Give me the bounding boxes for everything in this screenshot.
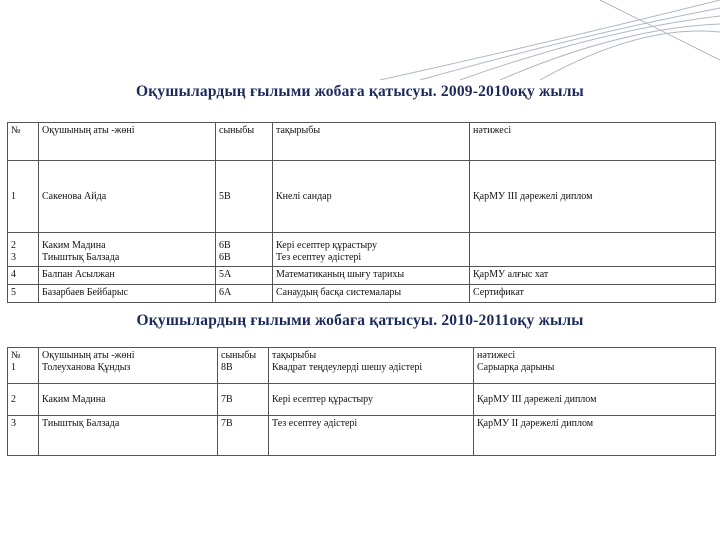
row-topic: Кнелі сандар bbox=[273, 161, 470, 233]
header-number: № bbox=[11, 350, 21, 361]
row-result: ҚарМУ алғыс хат bbox=[470, 267, 716, 285]
table-2009-2010 bbox=[7, 122, 716, 303]
row-result: ҚарМУ ІІ дәрежелі диплом bbox=[474, 416, 716, 456]
table-row bbox=[8, 384, 716, 416]
header-result: нәтижесі bbox=[477, 350, 516, 361]
header-topic: тақырыбы bbox=[272, 350, 317, 361]
row-student-name: Тиыштық Балзада bbox=[39, 416, 218, 456]
row-number: 3 bbox=[11, 252, 16, 263]
row-topic: Кері есептер құрастыру bbox=[276, 240, 378, 251]
decorative-lines bbox=[0, 0, 720, 80]
row-student-name-cell bbox=[39, 233, 216, 267]
row-class: 6А bbox=[216, 285, 273, 303]
row-number: 1 bbox=[8, 161, 39, 233]
row-topic: Тез есептеу әдістері bbox=[276, 252, 362, 263]
row-class: 6В bbox=[219, 252, 231, 263]
table2-title: Оқушылардың ғылыми жобаға қатысуы. 2010-2011оқу жылы bbox=[136, 312, 584, 329]
table-row-merged bbox=[8, 233, 716, 267]
header-student-name: Оқушының аты -жөні bbox=[42, 350, 135, 361]
row-student-name: Базарбаев Бейбарыс bbox=[39, 285, 216, 303]
row-topic: Квадрат теңдеулерді шешу әдістері bbox=[272, 362, 423, 373]
row-topic-cell bbox=[273, 233, 470, 267]
row-number: 4 bbox=[8, 267, 39, 285]
student-name-cell bbox=[39, 348, 218, 384]
topic-cell bbox=[269, 348, 474, 384]
row-student-name: Балпан Асылжан bbox=[39, 267, 216, 285]
row-class: 7В bbox=[218, 416, 269, 456]
row-class: 5А bbox=[216, 267, 273, 285]
row-topic: Кері есептер құрастыру bbox=[269, 384, 474, 416]
row-number: 5 bbox=[8, 285, 39, 303]
row-result-cell bbox=[470, 233, 716, 267]
row-number: 3 bbox=[8, 416, 39, 456]
header-topic: тақырыбы bbox=[273, 123, 470, 161]
header-class: сыныбы bbox=[221, 350, 257, 361]
table-row bbox=[8, 416, 716, 456]
table-row bbox=[8, 267, 716, 285]
row-number: 2 bbox=[11, 240, 16, 251]
class-cell bbox=[218, 348, 269, 384]
row-class: 6В bbox=[219, 240, 231, 251]
row-result: ҚарМУ ІІІ дәрежелі диплом bbox=[470, 161, 716, 233]
result-cell bbox=[474, 348, 716, 384]
row-number: 1 bbox=[11, 362, 16, 373]
row-student-name: Тиыштық Балзада bbox=[42, 252, 120, 263]
row-student-name: Сакенова Айда bbox=[39, 161, 216, 233]
row-result: ҚарМУ ІІІ дәрежелі диплом bbox=[474, 384, 716, 416]
header-student-name: Оқушының аты -жөні bbox=[39, 123, 216, 161]
row-class: 8В bbox=[221, 362, 233, 373]
table-2010-2011 bbox=[7, 347, 716, 456]
header-result: нәтижесі bbox=[470, 123, 716, 161]
header-number: № bbox=[8, 123, 39, 161]
table-header-row bbox=[8, 123, 716, 161]
row-result: Сарыарқа дарыны bbox=[477, 362, 555, 373]
header-class: сыныбы bbox=[216, 123, 273, 161]
row-result: Сертификат bbox=[470, 285, 716, 303]
table-row bbox=[8, 285, 716, 303]
row-number: 2 bbox=[8, 384, 39, 416]
row-student-name: Толеуханова Құндыз bbox=[42, 362, 131, 373]
row-topic: Математиканың шығу тарихы bbox=[273, 267, 470, 285]
row-student-name: Каким Мадина bbox=[42, 240, 106, 251]
table1-title: Оқушылардың ғылыми жобаға қатысуы. 2009-2010оқу жылы bbox=[136, 83, 584, 100]
row-number-cell bbox=[8, 233, 39, 267]
table-header-row bbox=[8, 348, 716, 384]
row-class-cell bbox=[216, 233, 273, 267]
number-cell bbox=[8, 348, 39, 384]
row-topic: Санаудың басқа системалары bbox=[273, 285, 470, 303]
row-class: 7В bbox=[218, 384, 269, 416]
row-student-name: Каким Мадина bbox=[39, 384, 218, 416]
row-topic: Тез есептеу әдістері bbox=[269, 416, 474, 456]
row-class: 5В bbox=[216, 161, 273, 233]
table-row bbox=[8, 161, 716, 233]
